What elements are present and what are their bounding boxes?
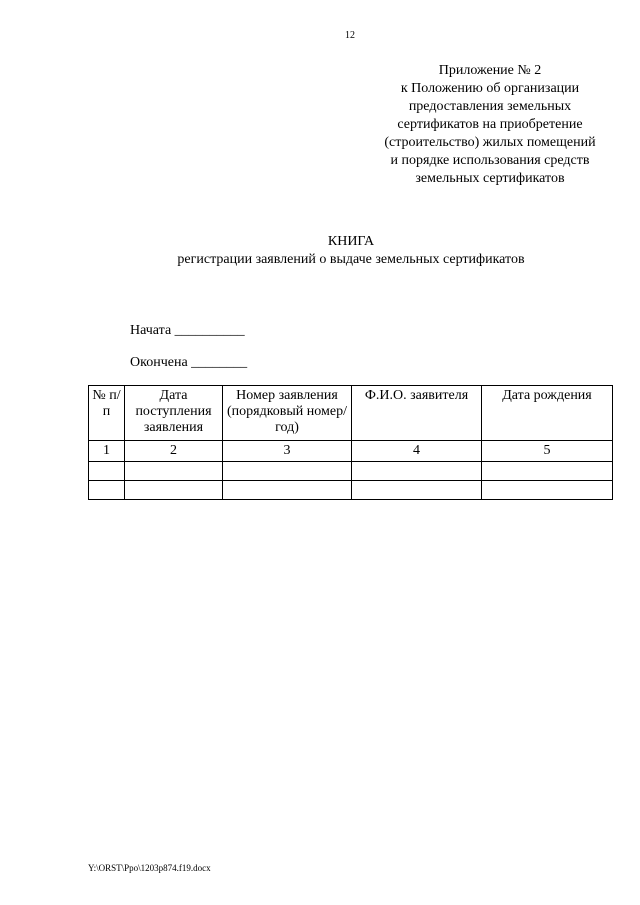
table-cell (125, 462, 223, 481)
table-row (89, 462, 613, 481)
registration-table (88, 385, 613, 500)
header-application-number: Номер заявления (порядковый номер/год) (223, 386, 352, 441)
appendix-line: к Положению об организации (400, 81, 580, 96)
title-main: КНИГА (327, 234, 375, 249)
table-row (89, 481, 613, 500)
column-number: 3 (223, 441, 352, 462)
column-number-row (89, 441, 613, 462)
file-path-footer: Y:\ORST\Ppo\1203p874.f19.docx (88, 863, 211, 873)
table-cell (89, 462, 125, 481)
appendix-line: (строительство) жилых помещений (384, 135, 596, 150)
header-applicant-name: Ф.И.О. заявителя (352, 386, 482, 441)
column-number: 2 (125, 441, 223, 462)
table-cell (89, 481, 125, 500)
table-cell (352, 462, 482, 481)
document-title (0, 233, 640, 269)
column-number: 4 (352, 441, 482, 462)
appendix-line: Приложение № 2 (438, 63, 542, 78)
appendix-line: сертификатов на приобретение (397, 117, 583, 132)
appendix-line: и порядке использования средств (390, 153, 590, 168)
column-number: 5 (482, 441, 613, 462)
table-cell (352, 481, 482, 500)
page-number: 12 (345, 30, 355, 41)
table-cell (482, 462, 613, 481)
appendix-block (370, 62, 610, 188)
finished-field: Окончена ________ (130, 355, 248, 370)
table-cell (482, 481, 613, 500)
column-number: 1 (89, 441, 125, 462)
title-subtitle: регистрации заявлений о выдаче земельных сертификатов (177, 252, 525, 267)
appendix-line: земельных сертификатов (415, 171, 565, 186)
header-birth-date: Дата рождения (482, 386, 613, 441)
table-cell (125, 481, 223, 500)
table-cell (223, 481, 352, 500)
header-received-date: Дата поступления заявления (125, 386, 223, 441)
table-header-row (89, 386, 613, 441)
table-cell (223, 462, 352, 481)
started-field: Начата __________ (130, 323, 245, 338)
appendix-line: предоставления земельных (408, 99, 572, 114)
header-number: № п/п (89, 386, 125, 441)
